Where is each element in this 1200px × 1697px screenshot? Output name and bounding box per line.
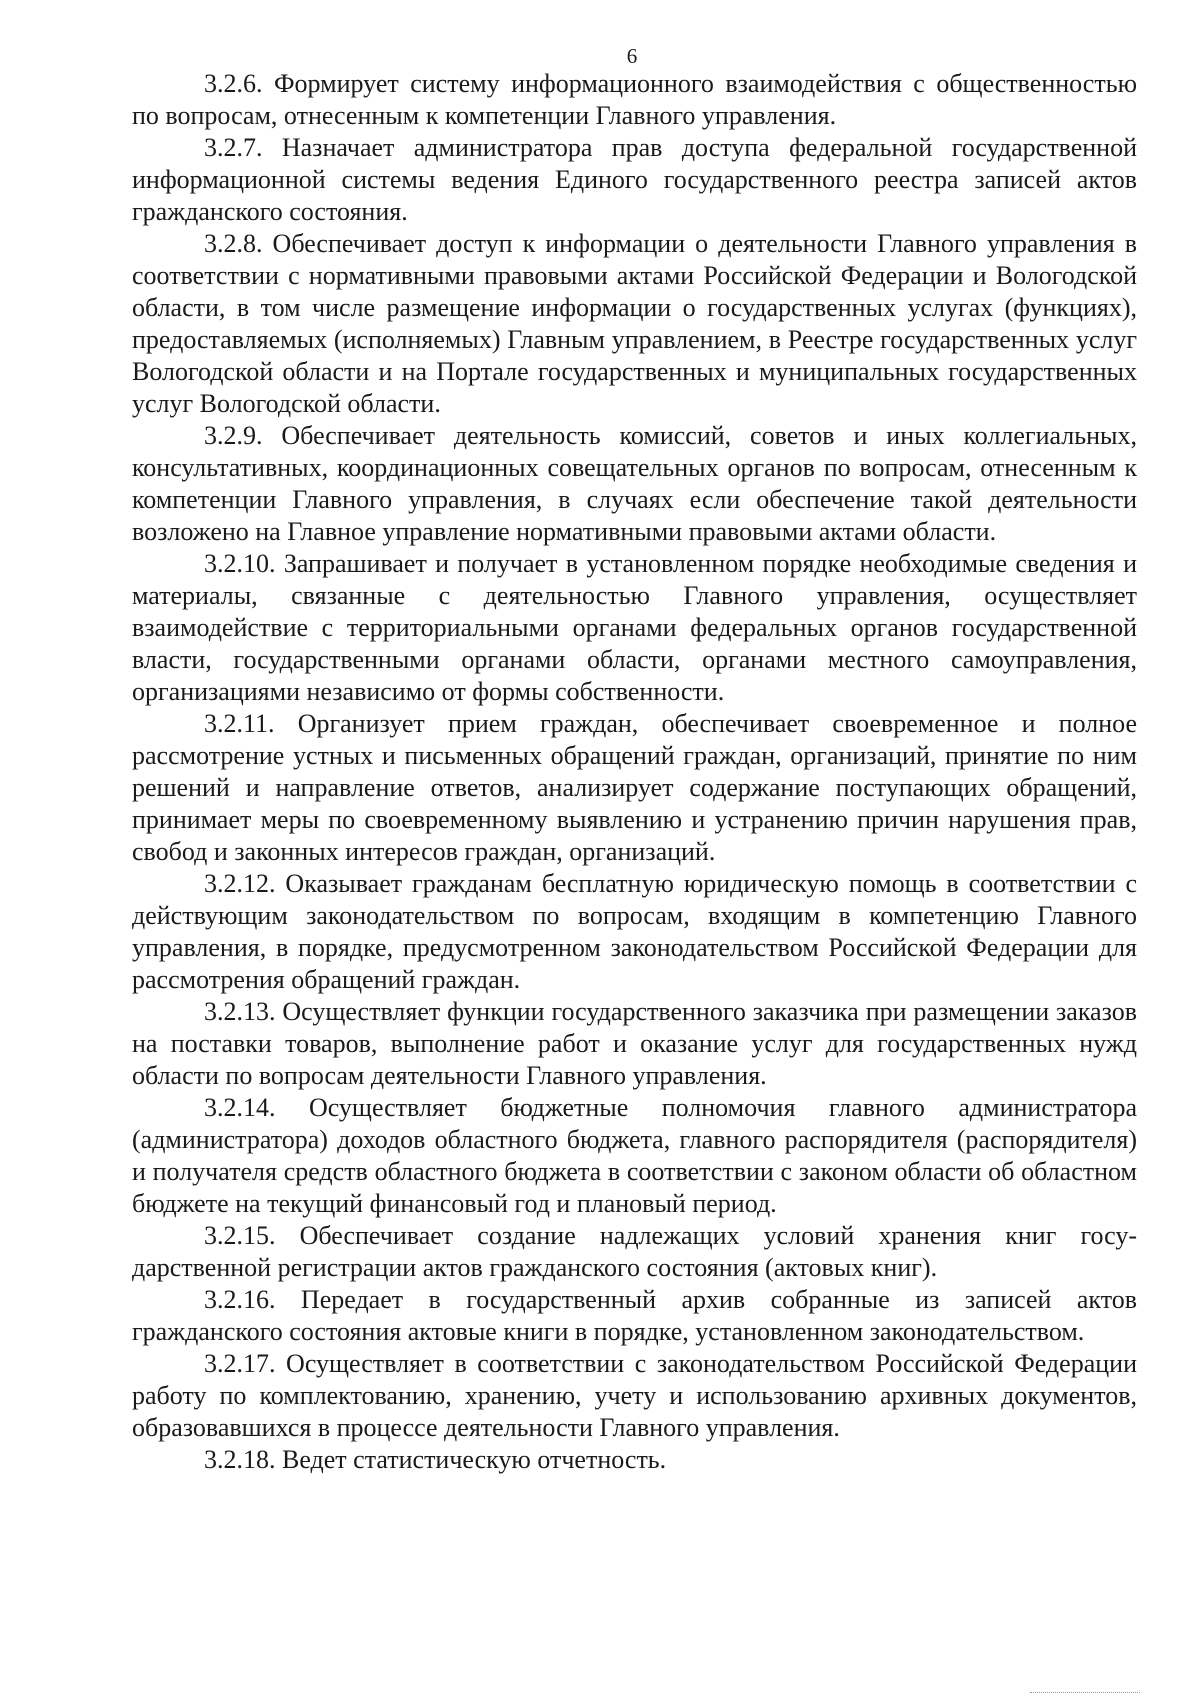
paragraph-3-2-15: 3.2.15. Обеспечивает создание надлежащих условий хранения книг государственной регистрации актов гражданского состояния (актовых книг).: [132, 1221, 1137, 1282]
document-body: [132, 68, 1137, 1476]
paragraph-3-2-18: 3.2.18. Ведет статистическую отчетность.: [204, 1445, 667, 1474]
paragraph-3-2-10: 3.2.10. Запрашивает и получает в установленном порядке необходимые сведения и материалы, связанные с деятельностью Главного управления, осуществляет взаимодействие с территориальными органами федеральных органов государственной власти, государственными органами области, органами местного самоуправления, организациями независимо от формы собственности.: [132, 549, 1137, 706]
scan-artifact: [1030, 1682, 1140, 1693]
paragraph-3-2-16: 3.2.16. Передает в государственный архив собранные из записей актов гражданского состояния актовые книги в порядке, установленном законодательством.: [132, 1285, 1137, 1346]
paragraph-3-2-17: 3.2.17. Осуществляет в соответствии с законодательством Российской Федерации работу по комплектованию, хранению, учету и использованию архивных документов, образовавшихся в процессе деятельности Главного управления.: [132, 1349, 1137, 1442]
paragraph-3-2-9: 3.2.9. Обеспечивает деятельность комиссий, советов и иных коллегиальных, консультативных, координационных совещательных органов по вопросам, отнесенным к компетенции Главного управления, в случаях если обеспечение такой деятельности возложено на Главное управление нормативными правовыми актами области.: [132, 421, 1137, 546]
paragraph-3-2-13: 3.2.13. Осуществляет функции государственного заказчика при размещении заказов на поставки товаров, выполнение работ и оказание услуг для государственных нужд области по вопросам деятельности Главного управления.: [132, 997, 1137, 1090]
paragraph-3-2-11: 3.2.11. Организует прием граждан, обеспечивает своевременное и полное рассмотрение устных и письменных обращений граждан, организаций, принятие по ним решений и направление ответов, анализирует содержание поступающих обращений, принимает меры по своевременному выявлению и устранению причин нарушения прав, свобод и законных интересов граждан, организаций.: [132, 709, 1137, 866]
paragraph-3-2-7: 3.2.7. Назначает администратора прав доступа федеральной государственной информационной системы ведения Единого государственного реестра записей актов гражданского состояния.: [132, 133, 1137, 226]
paragraph-3-2-8: 3.2.8. Обеспечивает доступ к информации о деятельности Главного управления в соответствии с нормативными правовыми актами Российской Федерации и Вологодской области, в том числе размещение информации о государственных услугах (функциях), предоставляемых (исполняемых) Главным управлением, в Реестре государственных услуг Вологодской области и на Портале государственных и муниципальных государственных услуг Вологодской области.: [132, 229, 1137, 418]
paragraph-3-2-14: 3.2.14. Осуществляет бюджетные полномочия главного администратора (администратора) доходов областного бюджета, главного распорядителя (распорядителя) и получателя средств областного бюджета в соответствии с законом области об областном бюджете на текущий финансовый год и плановый период.: [132, 1093, 1137, 1218]
page-number: 6: [626, 44, 638, 68]
paragraph-3-2-6: 3.2.6. Формирует систему информационного взаимодействия с общественностью по вопросам, отнесенным к компетенции Главного управления.: [132, 69, 1137, 130]
paragraph-3-2-12: 3.2.12. Оказывает гражданам бесплатную юридическую помощь в соответствии с действующим законодательством по вопросам, входящим в компетенцию Главного управления, в порядке, предусмотренном законодательством Российской Федерации для рассмотрения обращений граждан.: [132, 869, 1137, 994]
